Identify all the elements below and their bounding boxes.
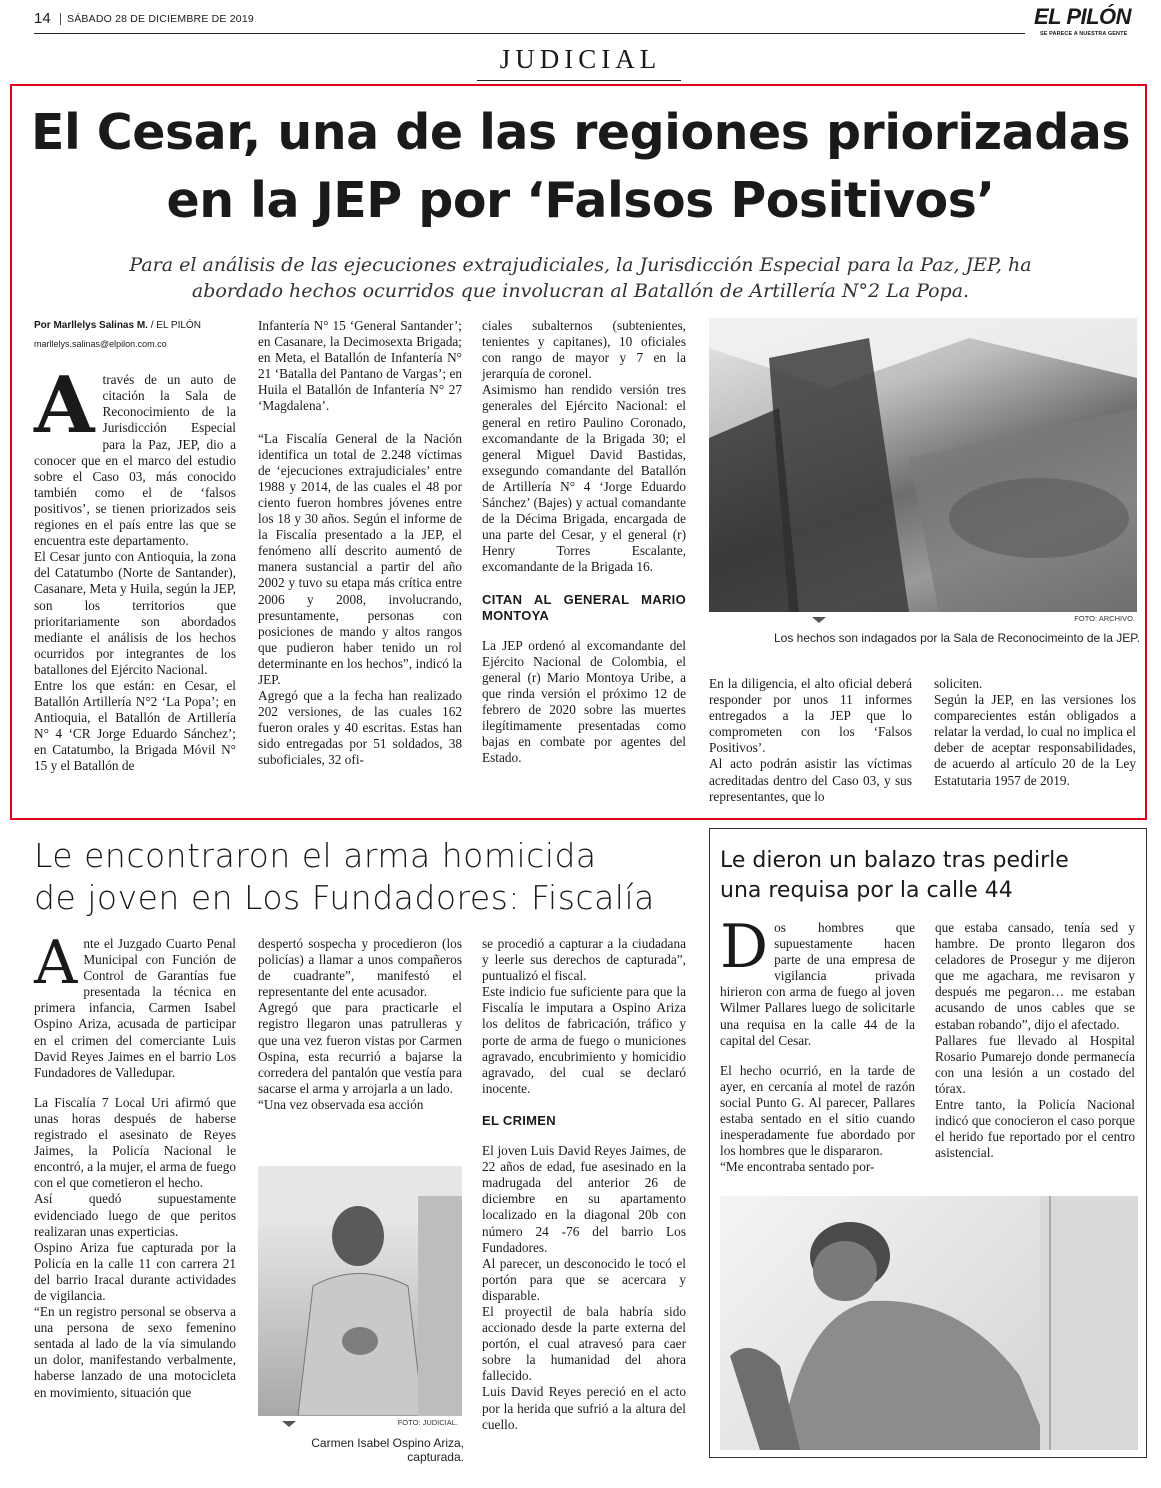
article2-paragraph: “Una vez observada esa acción: [258, 1096, 424, 1112]
page-number: 14: [34, 10, 51, 27]
issue-date: SÁBADO 28 DE DICIEMBRE DE 2019: [60, 13, 254, 25]
article2-column-1: [34, 928, 236, 1401]
newspaper-logo: EL PILÓN: [1034, 4, 1132, 29]
article3-paragraph: Pallares fue llevado al Hospital Rosario Pumarejo donde permanecía con una lesión a un costado del tórax.: [935, 1032, 1135, 1096]
article1-paragraph: Al acto podrán asistir las víctimas acreditadas dentro del Caso 03, y sus representantes, que lo: [709, 756, 912, 804]
article1-paragraph: través de un auto de citación la Sala de Reconocimiento de la Jurisdicción Especial para la Paz, JEP, dio a conocer que en el marco del estudio sobre el Caso 03, más conocido también como el de ‘falsos positivos’, se tienen priorizados seis regiones en el país entre las que se encuentra este departamento.: [34, 372, 236, 549]
article1-paragraph: En la diligencia, el alto oficial deberá responder por unos 11 informes entregados a la JEP que lo comprometen con los ‘Falsos Positivos’.: [709, 676, 912, 756]
article1-column-5: [934, 676, 1136, 789]
soldier-photo-illustration: [709, 318, 1137, 612]
article3-paragraph: El hecho ocurrió, en la tarde de ayer, en cercanía al motel de razón social Punto G. Al parecer, Pallares estaba sentado en el sitio cuando inesperadamente fue abordado por los hombres que le dispararon.: [720, 1062, 915, 1159]
article1-paragraph: Entre los que están: en Cesar, el Batallón Artillería N°2 ‘La Popa’; en Antioquia, el Batallón de Artillería N° 4 ‘CR Jorge Eduardo Sánchez’; en Catatumbo, la Brigada Móvil N° 15 y el Batallón de: [34, 677, 236, 774]
article1-paragraph: Según la JEP, en las versiones los comparecientes están obligados a relatar la verdad, lo cual no implica el deber de aceptar responsabilidades, de acuerdo al artículo 20 de la Ley Estatutaria 1957 de 2019.: [934, 692, 1136, 788]
caption-pointer-icon: [282, 1421, 296, 1427]
article3-headline-line2: una requisa por la calle 44: [720, 878, 1013, 903]
article2-photo: [258, 1166, 462, 1416]
article2-column-2: [258, 936, 462, 1113]
article2-dropcap: A: [34, 928, 78, 998]
article2-paragraph: se procedió a capturar a la ciudadana y leerle sus derechos de capturada”, puntualizó el fiscal.: [482, 936, 686, 984]
article3-photo: [720, 1196, 1138, 1450]
article2-paragraph: despertó sospecha y procedieron (los policías) a llamar a unos compañeros de cuadrante”, manifestó el representante del ente acusador.: [258, 936, 462, 1000]
top-rule: [34, 33, 1025, 34]
article3-paragraph: que estaba cansado, tenía sed y hambre. De pronto llegaron dos celadores de Prosegur y me dijeron que me agachara, me revisaron y después me pegaron… me estaban acusando de unos cables que se estaban robando”, dijo el afectado.: [935, 920, 1135, 1032]
article1-paragraph: Agregó que a la fecha han realizado 202 versiones, de las cuales 162 fueron orales y 40 escritas. Estas han sido entregadas por 51 soldados, 38 suboficiales, 32 ofi-: [258, 688, 462, 768]
article1-paragraph: Infantería N° 15 ‘General Santander’; en Casanare, la Decimosexta Brigada; en Meta, el Batallón de Infantería N° 21 ‘Batalla del Pantano de Vargas’; en Huila el Batallón de Infantería N° 27 ‘Magdalena’.: [258, 318, 462, 414]
article3-paragraph: “Me encontraba sentado por-: [720, 1159, 875, 1175]
article2-paragraph: Agregó que para practicarle el registro llegaron unas patrulleras y que una vez fueron vistas por Carmen Ospina, esta recurrió a bajarse la corredera del pantalón que vestía para sacarse el arma y arrojarla a un lado.: [258, 1000, 462, 1096]
article1-paragraph: La JEP ordenó al excomandante del Ejército Nacional de Colombia, el general (r) Mario Montoya Uribe, a que rinda versión el próximo 12 de febrero de 2020 sobre las muertes ilegítimamente presentadas como bajas en combate por agentes del Estado.: [482, 637, 686, 766]
article3-paragraph: os hombres que supuestamente hacen parte de una empresa de vigilancia privada hirieron con arma de fuego al joven Wilmer Pallares luego de solicitarle una requisa en la calle 44 de la capital del Cesar.: [720, 920, 915, 1048]
article1-paragraph: El Cesar junto con Antioquia, la zona del Catatumbo (Norte de Santander), Casanare, Meta y Huila, según la JEP, son los territorios que prioritariamente son abordados mediante el análisis de los hechos ocurridos por integrantes de los batallones del Ejército Nacional.: [34, 549, 236, 677]
byline-email[interactable]: marllelys.salinas@elpilon.com.co: [34, 339, 167, 350]
newspaper-slogan: SE PARECE A NUESTRA GENTE: [1040, 31, 1128, 37]
article2-subhead: EL CRIMEN: [482, 1112, 556, 1128]
article2-paragraph: El proyectil de bala habría sido accionado desde la parte externa del portón, el cual atravesó para caer sobre la humanidad del ahora fallecido.: [482, 1303, 686, 1384]
article2-headline-line1: Le encontraron el arma homicida: [34, 836, 597, 875]
article3-dropcap: D: [720, 912, 769, 982]
article1-column-3: [482, 318, 686, 766]
article2-paragraph: Este indicio fue suficiente para que la Fiscalía le imputara a Ospino Ariza los delitos de fabricación, tráfico y porte de arma de fuego o municiones agravado, encubrimiento y homicidio agravado, del cual se declaró inocente.: [482, 984, 686, 1096]
article2-paragraph: La Fiscalía 7 Local Uri afirmó que unas horas después de haberse registrado el asesinato de Reyes Jaimes, la Policía Nacional le encontró, a la mujer, el arma de fuego con el que cometieron el hecho.: [34, 1094, 236, 1191]
article1-photo-credit: FOTO: ARCHIVO.: [1074, 614, 1135, 623]
article2-paragraph: Luis David Reyes pereció en el acto por la herida que sufrió a la altura del cuello.: [482, 1384, 686, 1432]
injured-man-photo-illustration: [720, 1196, 1138, 1450]
article1-photo: [709, 318, 1137, 612]
article1-paragraph: soliciten.: [934, 676, 983, 691]
article2-paragraph: El joven Luis David Reyes Jaimes, de 22 años de edad, fue asesinado en la madrugada del anterior 26 de diciembre en su apartamento localizado en la diagonal 20b con número 24 -76 del barrio Los Fundadores.: [482, 1143, 686, 1255]
article1-paragraph: “La Fiscalía General de la Nación identifica un total de 2.248 víctimas de ‘ejecuciones extrajudiciales’ entre 1988 y 2014, de las cuales el 48 por ciento fueron hombres jóvenes entre los 18 y 30 años. Según el informe de la Fiscalía presentado a la JEP, el fenómeno allí descrito aumentó de manera sustancial a partir del año 2002 y tuvo su etapa más crítica entre 2006 y 2008, involucrando, presuntamente, personas con posiciones de mando y altos rangos que pudieron haber tenido un rol determinante en los hechos”, indicó la JEP.: [258, 430, 462, 687]
byline-outlet: / EL PILÓN: [150, 320, 201, 331]
article1-paragraph: Asimismo han rendido versión tres generales del Ejército Nacional: el general en retiro Paulino Coronado, excomandante de la Brigada 30; el general Miguel David Bastidas, exsegundo comandante del Batallón de Artillería N° 4 ‘Jorge Eduardo Sánchez’ (Bajes) y actual comandante de la Décima Brigada, encargada de una parte del Cesar, y el general (r) Henry Torres Escalante, excomandante de la Brigada 16.: [482, 382, 686, 575]
article2-paragraph: “En un registro personal se observa a una persona de sexo femenino sentada al lado de la vía simulando un dolor, manifestando verbalmente, haberse lanzado de una motocicleta en movimiento, situación que: [34, 1304, 236, 1400]
article2-paragraph: nte el Juzgado Cuarto Penal Municipal con Función de Control de Garantías fue presentada la técnica en primera infancia, Carmen Isabel Ospino Ariza, acusada de participar en el crimen del comerciante Luis David Reyes Jaimes en el barrio Los Fundadores de Valledupar.: [34, 936, 236, 1080]
article2-paragraph: Así quedó supuestamente evidenciado luego de que peritos realizaran unas experticias.: [34, 1191, 236, 1239]
article1-column-1: [34, 318, 236, 775]
article1-paragraph: ciales subalternos (subtenientes, tenientes y capitanes), 10 oficiales con rango de mayor y 7 en la jerarquía de coronel.: [482, 318, 686, 382]
article3-paragraph: Entre tanto, la Policía Nacional indicó que conocieron el caso porque el herido fue reportado por el centro asistencial.: [935, 1097, 1135, 1161]
article2-photo-caption: Carmen Isabel Ospino Ariza, capturada.: [311, 1436, 464, 1464]
article2-headline-line2: de joven en Los Fundadores: Fiscalía: [34, 878, 655, 917]
suspect-photo-illustration: [258, 1166, 462, 1416]
article3-column-2: [935, 920, 1135, 1161]
article2-photo-credit: FOTO: JUDICIAL.: [397, 1418, 458, 1427]
article1-dek-line1: Para el análisis de las ejecuciones extrajudiciales, la Jurisdicción Especial para la Paz, JEP, ha: [129, 254, 1032, 276]
section-rule: [477, 80, 681, 81]
byline-author: Por Marllelys Salinas M.: [34, 320, 148, 331]
article3-headline-line1: Le dieron un balazo tras pedirle: [720, 848, 1069, 873]
article1-subhead: CITAN AL GENERAL MARIO MONTOYA: [482, 591, 686, 623]
article1-column-2: [258, 318, 462, 769]
section-title: JUDICIAL: [499, 44, 662, 74]
caption-pointer-icon: [812, 617, 826, 623]
article2-column-3: [482, 936, 686, 1433]
article1-dek-line2: abordado hechos ocurridos que involucran al Batallón de Artillería N°2 La Popa.: [191, 280, 970, 302]
article3-column-1: [720, 912, 915, 1175]
article1-headline-line2: en la JEP por ‘Falsos Positivos’: [166, 172, 995, 229]
article2-paragraph: Al parecer, un desconocido le tocó el portón para que se acercara y disparable.: [482, 1255, 686, 1303]
article1-photo-caption: Los hechos son indagados por la Sala de Reconocimeinto de la JEP.: [773, 631, 1140, 645]
article1-dropcap: A: [34, 360, 95, 452]
article1-column-4: [709, 676, 912, 805]
article2-paragraph: Ospino Ariza fue capturada por la Policía en la calle 11 con carrera 21 del barrio Iracal durante actividades de vigilancia.: [34, 1239, 236, 1303]
article1-headline-line1: El Cesar, una de las regiones priorizadas: [30, 104, 1131, 161]
